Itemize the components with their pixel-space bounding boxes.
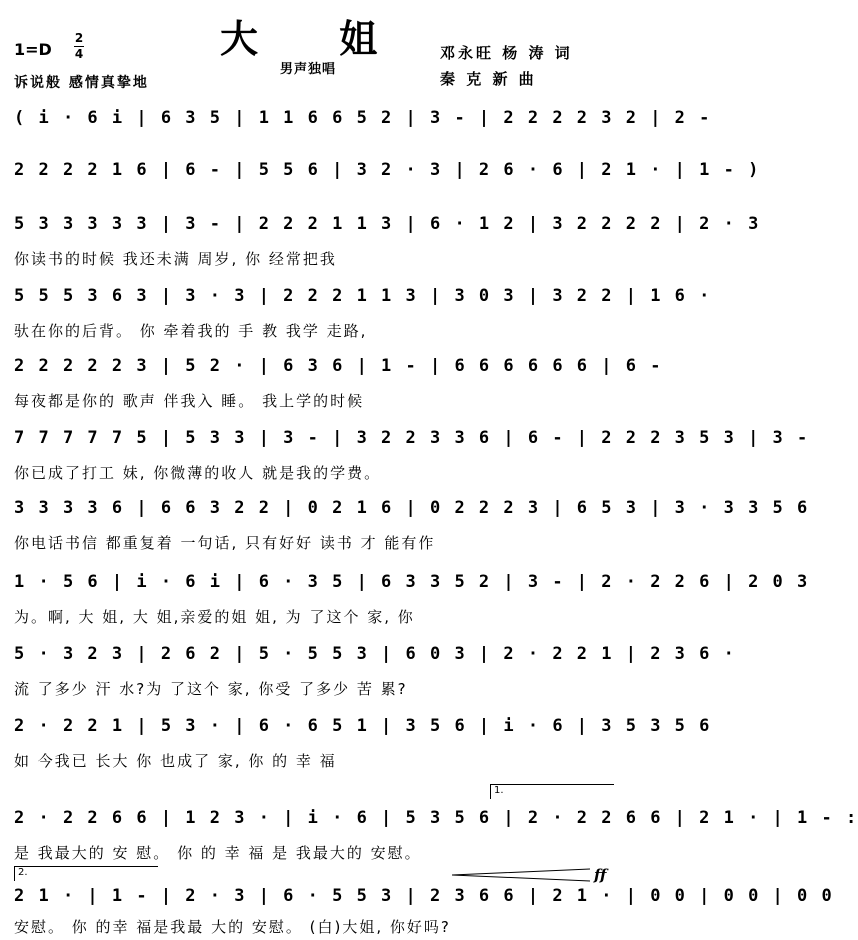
crescendo-hairpin	[452, 868, 590, 882]
lyric-line: 驮在你的后背。 你 牵着我的 手 教 我学 走路,	[14, 322, 368, 340]
meter-bottom: 4	[74, 47, 84, 61]
meter-top: 2	[74, 31, 84, 45]
lyric-line: 你读书的时候 我还未满 周岁, 你 经常把我	[14, 250, 337, 268]
lyric-line: 你电话书信 都重复着 一句话, 只有好好 读书 才 能有作	[14, 534, 436, 552]
lyric-line: 如 今我已 长大 你 也成了 家, 你 的 幸 福	[14, 752, 337, 770]
key-signature: 1=D	[14, 40, 52, 59]
notation-line: 3 3 3 3 6 | 6 6 3 2 2 | 0 2 1 6 | 0 2 2 2 3 | 6 5 3 | 3 · 3 3 5 6	[14, 498, 810, 518]
notation-line: 7 7 7 7 7 5 | 5 3 3 | 3 - | 3 2 2 3 3 6 | 6 - | 2 2 2 3 5 3 | 3 -	[14, 428, 810, 448]
lyric-line: 每夜都是你的 歌声 伴我入 睡。 我上学的时候	[14, 392, 365, 410]
notation-line: 2 · 2 2 1 | 5 3 · | 6 · 6 5 1 | 3 5 6 | i · 6 | 3 5 3 5 6	[14, 716, 712, 736]
notation-line: 2 2 2 2 1 6 | 6 - | 5 5 6 | 3 2 · 3 | 2 6 · 6 | 2 1 · | 1 - )	[14, 160, 761, 180]
lyric-line: 安慰。 你 的幸 福是我最 大的 安慰。 (白)大姐, 你好吗?	[14, 918, 451, 936]
second-ending-bracket: 2.	[14, 866, 158, 881]
notation-line: 5 5 5 3 6 3 | 3 · 3 | 2 2 2 1 1 3 | 3 0 3 | 3 2 2 | 1 6 ·	[14, 286, 712, 306]
lyric-line: 为。啊, 大 姐, 大 姐,亲爱的姐 姐, 为 了这个 家, 你	[14, 608, 415, 626]
first-ending-bracket: 1.	[490, 784, 614, 799]
composer-credit: 秦 克 新 曲	[440, 70, 537, 88]
voice-type: 男声独唱	[280, 62, 337, 77]
tempo-marking: 诉说般 感情真挚地	[14, 75, 149, 91]
notation-line: 5 · 3 2 3 | 2 6 2 | 5 · 5 5 3 | 6 0 3 | 2 · 2 2 1 | 2 3 6 ·	[14, 644, 736, 664]
notation-line: ( i · 6 i | 6 3 5 | 1 1 6 6 5 2 | 3 - | 2 2 2 2 3 2 | 2 -	[14, 108, 712, 128]
notation-line: 2 1 · | 1 - | 2 · 3 | 6 · 5 5 3 | 2 3 6 6 | 2 1 · | 0 0 | 0 0 | 0 0	[14, 886, 834, 906]
lyric-line: 你已成了打工 妹, 你微薄的收人 就是我的学费。	[14, 464, 382, 482]
notation-line: 2 · 2 2 6 6 | 1 2 3 · | i · 6 | 5 3 5 6 | 2 · 2 2 6 6 | 2 1 · | 1 - :	[14, 808, 858, 828]
notation-line: 2 2 2 2 2 3 | 5 2 · | 6 3 6 | 1 - | 6 6 6 6 6 6 | 6 -	[14, 356, 663, 376]
dynamic-marking: ff	[594, 866, 607, 884]
song-title: 大 姐	[220, 16, 412, 61]
lyricist-credit: 邓永旺 杨 涛 词	[440, 44, 573, 62]
lyric-line: 流 了多少 汗 水?为 了这个 家, 你受 了多少 苦 累?	[14, 680, 408, 698]
notation-line: 1 · 5 6 | i · 6 i | 6 · 3 5 | 6 3 3 5 2 | 3 - | 2 · 2 2 6 | 2 0 3	[14, 572, 810, 592]
time-signature	[74, 32, 84, 61]
lyric-line: 是 我最大的 安 慰。 你 的 幸 福 是 我最大的 安慰。	[14, 844, 422, 862]
notation-line: 5 3 3 3 3 3 | 3 - | 2 2 2 1 1 3 | 6 · 1 2 | 3 2 2 2 2 | 2 · 3	[14, 214, 761, 234]
